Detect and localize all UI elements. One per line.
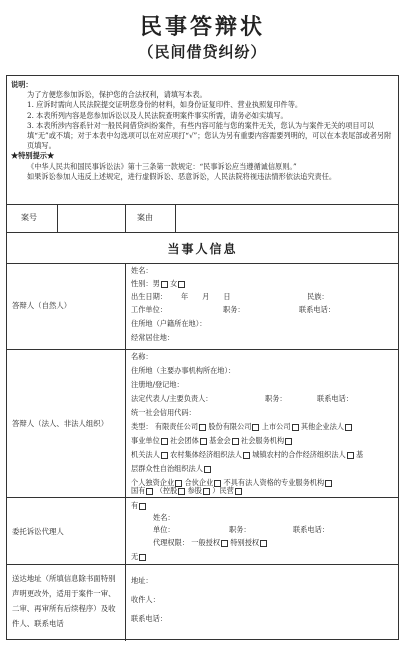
checkbox-icon[interactable] <box>243 452 250 459</box>
org-credit-code[interactable]: 统一社会信用代码： <box>131 408 196 417</box>
org-address[interactable]: 住所地（主要办事机构所在地）： <box>131 366 236 375</box>
row-divider <box>7 263 398 264</box>
org-type-line: 个人独资企业 合伙企业 不具有法人资格的专业服务机构 <box>131 478 332 488</box>
checkbox-icon[interactable] <box>161 281 168 288</box>
checkbox-icon[interactable] <box>347 452 354 459</box>
agent-authority: 代理权限： 一般授权 特别授权 <box>153 538 267 548</box>
checkbox-icon[interactable] <box>161 438 168 445</box>
col-divider <box>175 204 176 232</box>
instruction-line: 1. 应诉时需向人民法院提交证明您身份的材料，如身份证复印件、营业执照复印件等。 <box>27 100 303 110</box>
checkbox-icon[interactable] <box>199 424 206 431</box>
checkbox-icon[interactable] <box>203 488 210 495</box>
case-number-label: 案号 <box>21 213 37 222</box>
col-divider <box>125 263 126 641</box>
agent-label: 委托诉讼代理人 <box>12 527 64 536</box>
agent-none: 无 <box>131 552 146 562</box>
instructions-block <box>11 80 395 182</box>
natural-name[interactable]: 姓名： <box>131 266 153 275</box>
row-divider <box>7 204 398 205</box>
checkbox-icon[interactable] <box>139 503 146 510</box>
checkbox-icon[interactable] <box>345 424 352 431</box>
checkbox-icon[interactable] <box>235 488 242 495</box>
service-address-label: 送达地址（所填信息除书面特别声明更改外，适用于案件一审、二审、再审所有后续程序）及收件人、联系电话 <box>12 574 116 628</box>
respondent-natural-label: 答辩人（自然人） <box>12 301 72 310</box>
org-name[interactable]: 名称： <box>131 352 153 361</box>
instruction-line: 3. 本表所涉内容系针对一般民间借贷纠纷案件，有些内容可能与您的案件无关，您认为与案件无关的项目可以填“无”或不填；对于本表中勾选项可以在对应项打“√”；您认为另有重要内容需要列明的，可以在本表尾部或者另附页填写。 <box>27 120 392 151</box>
section-title: 当事人信息 <box>167 242 238 256</box>
checkbox-icon[interactable] <box>252 424 259 431</box>
checkbox-icon[interactable] <box>178 281 185 288</box>
org-type-line: 类型： 有限责任公司 股份有限公司 上市公司 其他企业法人 <box>131 422 352 432</box>
natural-residence[interactable]: 经常居住地： <box>131 333 175 342</box>
natural-birth[interactable]: 出生日期： 年 月 日 <box>131 292 231 301</box>
org-type-line: 层群众性自治组织法人 <box>131 464 211 474</box>
org-position[interactable]: 职务： <box>265 394 287 403</box>
checkbox-icon[interactable] <box>204 466 211 473</box>
natural-domicile[interactable]: 住所地（户籍所在地）： <box>131 319 207 328</box>
org-reg-place[interactable]: 注册地/登记地： <box>131 380 184 389</box>
agent-has: 有 <box>131 501 146 511</box>
respondent-org-label: 答辩人（法人、非法人组织） <box>12 419 109 428</box>
checkbox-icon[interactable] <box>200 438 207 445</box>
agent-unit[interactable]: 单位： <box>153 525 175 534</box>
row-divider <box>7 564 398 565</box>
col-divider <box>125 204 126 232</box>
document-title: 民事答辩状 <box>139 14 265 40</box>
instruction-line: 《中华人民共和国民事诉讼法》第十三条第一款规定：“民事诉讼应当遵循诚信原则。” <box>27 161 297 171</box>
org-ownership-line: 国有 （控股 参股 ）民营 <box>131 486 242 496</box>
org-phone[interactable]: 联系电话： <box>317 394 353 403</box>
col-divider <box>57 204 58 232</box>
checkbox-icon[interactable] <box>146 488 153 495</box>
checkbox-icon[interactable] <box>260 540 267 547</box>
natural-phone[interactable]: 联系电话： <box>299 305 335 314</box>
checkbox-icon[interactable] <box>232 438 239 445</box>
natural-position[interactable]: 职务： <box>223 305 245 314</box>
checkbox-icon[interactable] <box>178 488 185 495</box>
org-legal-rep[interactable]: 法定代表人/主要负责人： <box>131 394 213 403</box>
checkbox-icon[interactable] <box>139 554 146 561</box>
service-phone[interactable]: 联系电话： <box>131 614 167 623</box>
special-notice-heading: ★特别提示★ <box>11 151 55 161</box>
service-recipient[interactable]: 收件人： <box>131 595 160 604</box>
case-number-field[interactable] <box>64 210 122 226</box>
checkbox-icon[interactable] <box>221 540 228 547</box>
document-subtitle: （民间借贷纠纷） <box>138 43 267 61</box>
checkbox-icon[interactable] <box>292 424 299 431</box>
row-divider <box>7 497 398 498</box>
case-cause-label: 案由 <box>137 213 153 222</box>
instruction-line: 为了方便您参加诉讼，保护您的合法权利，请填写本表。 <box>27 90 207 100</box>
agent-name[interactable]: 姓名： <box>153 513 175 522</box>
natural-gender[interactable]: 性别：男 女 <box>131 279 185 289</box>
natural-ethnicity[interactable]: 民族： <box>307 292 329 301</box>
natural-employer[interactable]: 工作单位： <box>131 305 167 314</box>
instruction-line: 2. 本表所列内容是您参加诉讼以及人民法院查明案件事实所需，请务必如实填写。 <box>27 110 288 120</box>
agent-phone[interactable]: 联系电话： <box>293 525 329 534</box>
checkbox-icon[interactable] <box>325 480 332 487</box>
org-type-line: 事业单位 社会团体 基金会 社会服务机构 <box>131 436 292 446</box>
instruction-line: 如果诉讼参加人违反上述规定，进行虚假诉讼、恶意诉讼，人民法院将视违法情形依法追究责任。 <box>27 171 337 181</box>
case-cause-field[interactable] <box>181 210 391 226</box>
checkbox-icon[interactable] <box>161 452 168 459</box>
row-divider <box>7 349 398 350</box>
form-table <box>6 75 399 640</box>
agent-position[interactable]: 职务： <box>229 525 251 534</box>
instructions-heading: 说明： <box>11 80 33 89</box>
service-address[interactable]: 地址： <box>131 576 153 585</box>
checkbox-icon[interactable] <box>285 438 292 445</box>
org-type-line: 机关法人 农村集体经济组织法人 城镇农村的合作经济组织法人 基 <box>131 450 364 459</box>
row-divider <box>7 232 398 233</box>
